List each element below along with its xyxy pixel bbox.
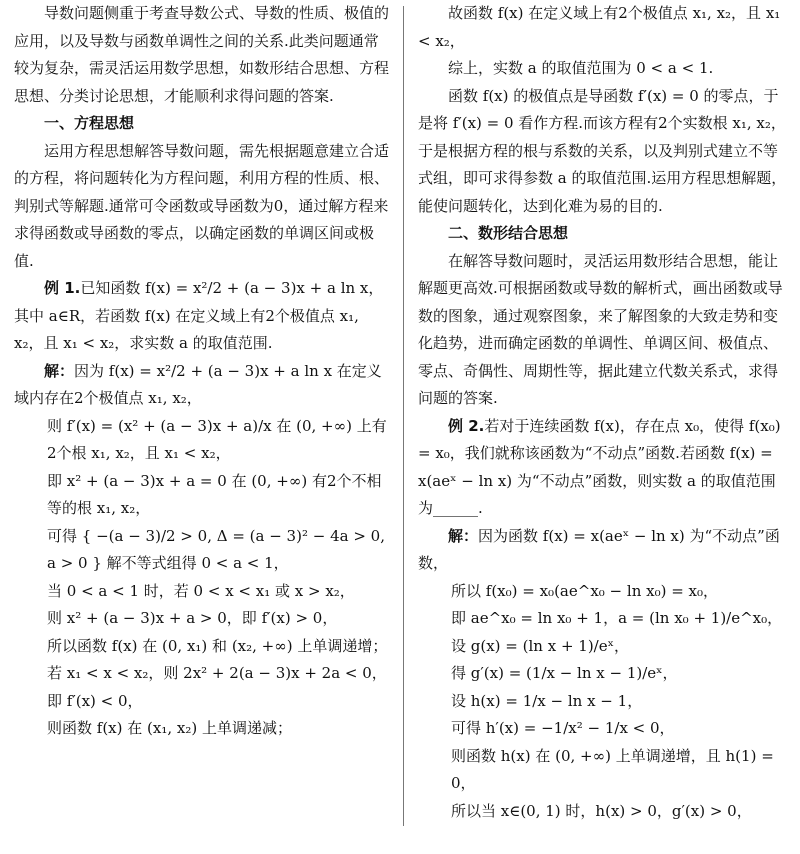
solution2-line-2: 即 ae^x₀ = ln x₀ + 1，a = (ln x₀ + 1)/e^x₀， [451,609,783,627]
column-divider [403,6,404,826]
solution1-text-0: 因为 f(x) = x²/2 + (a − 3)x + a ln x 在定义域内存在2个极值点 x₁, x₂， [14,361,382,407]
solution1-line-5: 则 x² + (a − 3)x + a > 0，即 f′(x) > 0， [47,609,338,627]
solution1-line-3: 可得 { −(a − 3)/2 > 0, Δ = (a − 3)² − 4a > 0, a > 0 } 解不等式组得 0 < a < 1， [47,526,385,572]
solution2-line-7: 则函数 h(x) 在 (0, +∞) 上单调递增，且 h(1) = 0， [451,746,774,792]
solution2-line-3: 设 g(x) = (ln x + 1)/eˣ， [451,636,629,655]
solution1-line-6: 所以函数 f(x) 在 (0, x₁) 和 (x₂, +∞) 上单调递增； [47,636,388,655]
example2-text: 若对于连续函数 f(x)，存在点 x₀，使得 f(x₀) = x₀，我们就称该函数为“不动点”函数.若函数 f(x) = x(aeˣ − ln x) 为“不动点”函数，则实数 a 的取值范围为______. [418,416,781,517]
solution2-line-5: 设 h(x) = 1/x − ln x − 1， [451,691,643,710]
solution2-text-0: 因为函数 f(x) = x(aeˣ − ln x) 为“不动点”函数， [418,526,780,572]
solution1-line-9: 则函数 f(x) 在 (x₁, x₂) 上单调递减； [47,719,292,737]
example1-text: 已知函数 f(x) = x²/2 + (a − 3)x + a ln x，其中 a∈R，若函数 f(x) 在定义域上有2个极值点 x₁, x₂，且 x₁ < x₂，求实数 a 的取值范围. [14,279,384,352]
solution1-label: 解： [44,361,75,380]
solution2-line-1: 所以 f(x₀) = x₀(ae^x₀ − ln x₀) = x₀， [451,581,719,600]
example1 [14,275,390,358]
continuation-line-2: 函数 f(x) 的极值点是导函数 f′(x) = 0 的零点，于是将 f′(x) = 0 看作方程.而该方程有2个实数根 x₁, x₂，于是根据方程的根与系数的关系，以及判别式建立不等式组，即可求得参数 a 的取值范围.运用方程思想解题，能使问题转化，达到化难为易的目的. [418,86,787,215]
example2-label: 例 2. [448,416,485,435]
solution1-line-1: 则 f′(x) = (x² + (a − 3)x + a)/x 在 (0, +∞) 上有2个根 x₁, x₂，且 x₁ < x₂， [47,416,387,462]
section-heading-number-shape: 二、数形结合思想 [448,224,569,242]
continuation-line-1: 综上，实数 a 的取值范围为 0 < a < 1. [448,59,714,77]
solution1-line-2: 即 x² + (a − 3)x + a = 0 在 (0, +∞) 有2个不相等的根 x₁, x₂， [47,471,382,517]
solution2-line-8: 所以当 x∈(0, 1) 时，h(x) > 0，g′(x) > 0， [451,801,752,820]
section-heading-equation-thinking: 一、方程思想 [44,114,135,132]
example2 [418,413,788,523]
section1-paragraph: 运用方程思想解答导数问题，需先根据题意建立合适的方程，将问题转化为方程问题，利用方程的性质、根、判别式等解题.通常可令函数或导函数为0，通过解方程来求得函数或导函数的零点，以确定函数的单调区间或极值. [14,141,390,270]
solution2-line-4: 得 g′(x) = (1/x − ln x − 1)/eˣ， [451,664,678,682]
section2-paragraph: 在解答导数问题时，灵活运用数形结合思想，能让解题更高效.可根据函数或导数的解析式，画出函数或导数的图象，通过观察图象，来了解图象的大致走势和变化趋势，进而确定函数的单调性、单调区间、极值点、零点、奇偶性、周期性等，据此建立代数关系式，求得问题的答案. [418,251,783,407]
solution1-line-0 [14,358,390,413]
left-column [14,0,390,743]
solution1-line-7: 若 x₁ < x < x₂，则 2x² + 2(a − 3)x + 2a < 0， [47,664,387,682]
right-column [418,0,788,825]
solution2-label: 解： [448,526,479,545]
solution1-line-4: 当 0 < a < 1 时，若 0 < x < x₁ 或 x > x₂， [47,581,355,600]
example1-label: 例 1. [44,279,81,297]
solution2-line-6: 可得 h′(x) = −1/x² − 1/x < 0， [451,719,675,737]
solution2-line-0 [418,523,788,578]
continuation-line-0: 故函数 f(x) 在定义域上有2个极值点 x₁, x₂，且 x₁ < x₂， [418,4,781,50]
intro-paragraph: 导数问题侧重于考查导数公式、导数的性质、极值的应用，以及导数与函数单调性之间的关系.此类问题通常较为复杂，需灵活运用数学思想，如数形结合思想、方程思想、分类讨论思想，才能顺利求得问题的答案. [14,4,390,105]
solution1-line-8: 即 f′(x) < 0， [47,691,143,710]
